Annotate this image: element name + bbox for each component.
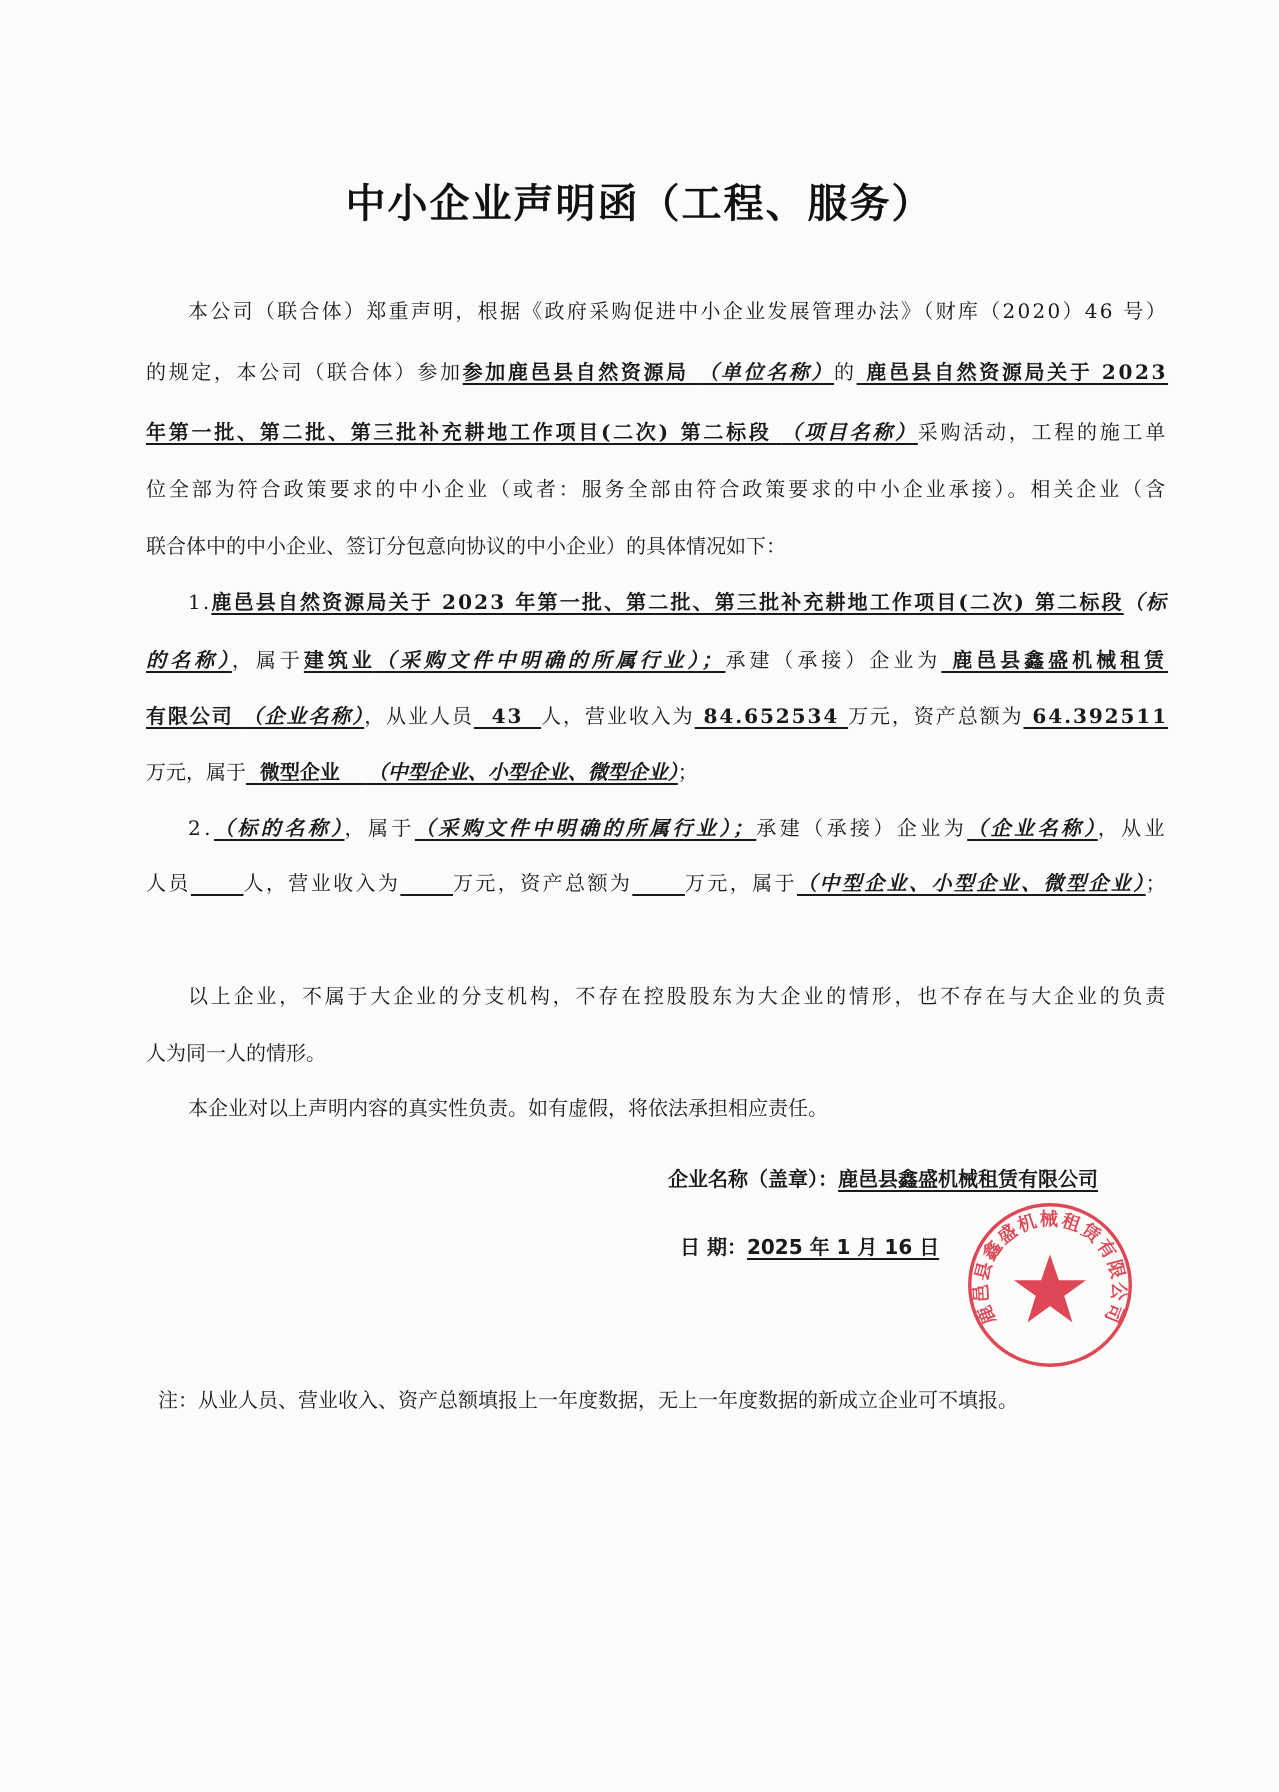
body-line [188, 588, 1168, 616]
text-segment: ，从业 [1097, 816, 1169, 840]
body-line [146, 702, 1168, 730]
filled-field [400, 871, 453, 895]
filled-field: 的名称） [146, 648, 232, 672]
body-line [146, 358, 1168, 386]
footnote: 注：从业人员、营业收入、资产总额填报上一年度数据，无上一年度数据的新成立企业可不填报。 [158, 1388, 1018, 1412]
text-segment: 人员 [146, 871, 191, 895]
body-line [188, 982, 1168, 1010]
filled-field: 64.392511 [1023, 704, 1169, 728]
filled-field: （中型企业、小型企业、微型企业） [367, 760, 678, 784]
filled-field: （中型企业、小型企业、微型企业） [796, 871, 1146, 895]
text-segment: 承建（承接）企业为 [725, 648, 942, 672]
filled-field: （企业名称） [242, 704, 365, 728]
body-line [146, 869, 1168, 897]
text-segment: ，从业人员 [364, 704, 474, 728]
seal-text: 鹿邑县鑫盛机械租赁有限公司 [970, 1209, 1130, 1328]
text-segment: 万元，资产总额为 [452, 871, 633, 895]
text-segment: 采购活动，工程的施工单 [917, 420, 1169, 444]
text-segment: ，属于 [344, 816, 415, 840]
text-segment: 万元，资产总额为 [848, 704, 1024, 728]
text-segment: （标 [1123, 590, 1168, 614]
date-line [680, 1233, 939, 1261]
date-label: 日 期： [680, 1235, 747, 1259]
filled-field: 有限公司 [146, 704, 243, 728]
text-segment: 以上企业，不属于大企业的分支机构，不存在控股股东为大企业的情形，也不存在与大企业的负责 [188, 984, 1168, 1008]
text-segment: 承建（承接）企业为 [756, 816, 968, 840]
filled-field: 43 [473, 704, 542, 728]
text-segment: 本公司（联合体）郑重声明，根据《政府采购促进中小企业发展管理办法》（财库（2020）46 号） [188, 299, 1168, 323]
text-segment: 的规定，本公司（联合体）参加 [146, 360, 463, 384]
body-line [188, 297, 1168, 325]
body-line [146, 646, 1168, 674]
text-segment: ； [677, 760, 698, 784]
filled-field [632, 871, 685, 895]
body-line [146, 418, 1168, 446]
text-segment: 的 [834, 360, 857, 384]
filled-field: （采购文件中明确的所属行业）； [375, 648, 726, 672]
text-segment: 人，营业收入为 [541, 704, 695, 728]
company-name: 鹿邑县鑫盛机械租赁有限公司 [838, 1167, 1098, 1191]
body-line [188, 1094, 828, 1122]
document-title: 中小企业声明函（工程、服务） [345, 181, 934, 227]
filled-field: 建筑业 [303, 648, 376, 672]
text-segment: 位全部为符合政策要求的中小企业（或者：服务全部由符合政策要求的中小企业承接）。相关企业（含 [146, 477, 1168, 501]
filled-field: 84.652534 [694, 704, 849, 728]
text-segment: 1. [188, 590, 212, 614]
text-segment: 人为同一人的情形。 [146, 1041, 326, 1065]
filled-field: （标的名称） [213, 816, 345, 840]
text-segment: 本企业对以上声明内容的真实性负责。如有虚假，将依法承担相应责任。 [188, 1096, 828, 1120]
filled-field: （项目名称） [781, 420, 918, 444]
filled-field: 微型企业 [246, 760, 368, 784]
text-segment: ； [1145, 871, 1169, 895]
company-seal [965, 1200, 1135, 1370]
date-value: 2025 年 1 月 16 日 [746, 1235, 940, 1259]
filled-field: 年第一批、第二批、第三批补充耕地工作项目(二次) 第二标段 [146, 420, 782, 444]
body-line [146, 1039, 326, 1067]
company-signature-line [668, 1165, 1098, 1193]
text-segment: 联合体中的中小企业、签订分包意向协议的中小企业）的具体情况如下： [146, 534, 786, 558]
seal-star-icon [1014, 1254, 1086, 1322]
filled-field [191, 871, 244, 895]
filled-field: （采购文件中明确的所属行业）； [414, 816, 757, 840]
body-line [188, 814, 1168, 842]
text-segment: 万元，属于 [684, 871, 797, 895]
filled-field: （企业名称） [967, 816, 1098, 840]
filled-field: 参加鹿邑县自然资源局 [462, 360, 699, 384]
filled-field: 鹿邑县鑫盛机械租赁 [941, 648, 1169, 672]
text-segment: 万元，属于 [146, 760, 246, 784]
text-segment: ，属于 [231, 648, 304, 672]
text-segment: 2. [188, 816, 214, 840]
company-label: 企业名称（盖章）： [668, 1167, 838, 1191]
body-line [146, 475, 1168, 503]
body-line [146, 758, 698, 786]
filled-field: 鹿邑县自然资源局关于 2023 [856, 360, 1169, 384]
filled-field: 鹿邑县自然资源局关于 2023 年第一批、第二批、第三批补充耕地工作项目(二次) 第二标段 [211, 590, 1124, 614]
body-line [146, 532, 786, 560]
text-segment: 人，营业收入为 [243, 871, 401, 895]
filled-field: （单位名称） [698, 360, 834, 384]
